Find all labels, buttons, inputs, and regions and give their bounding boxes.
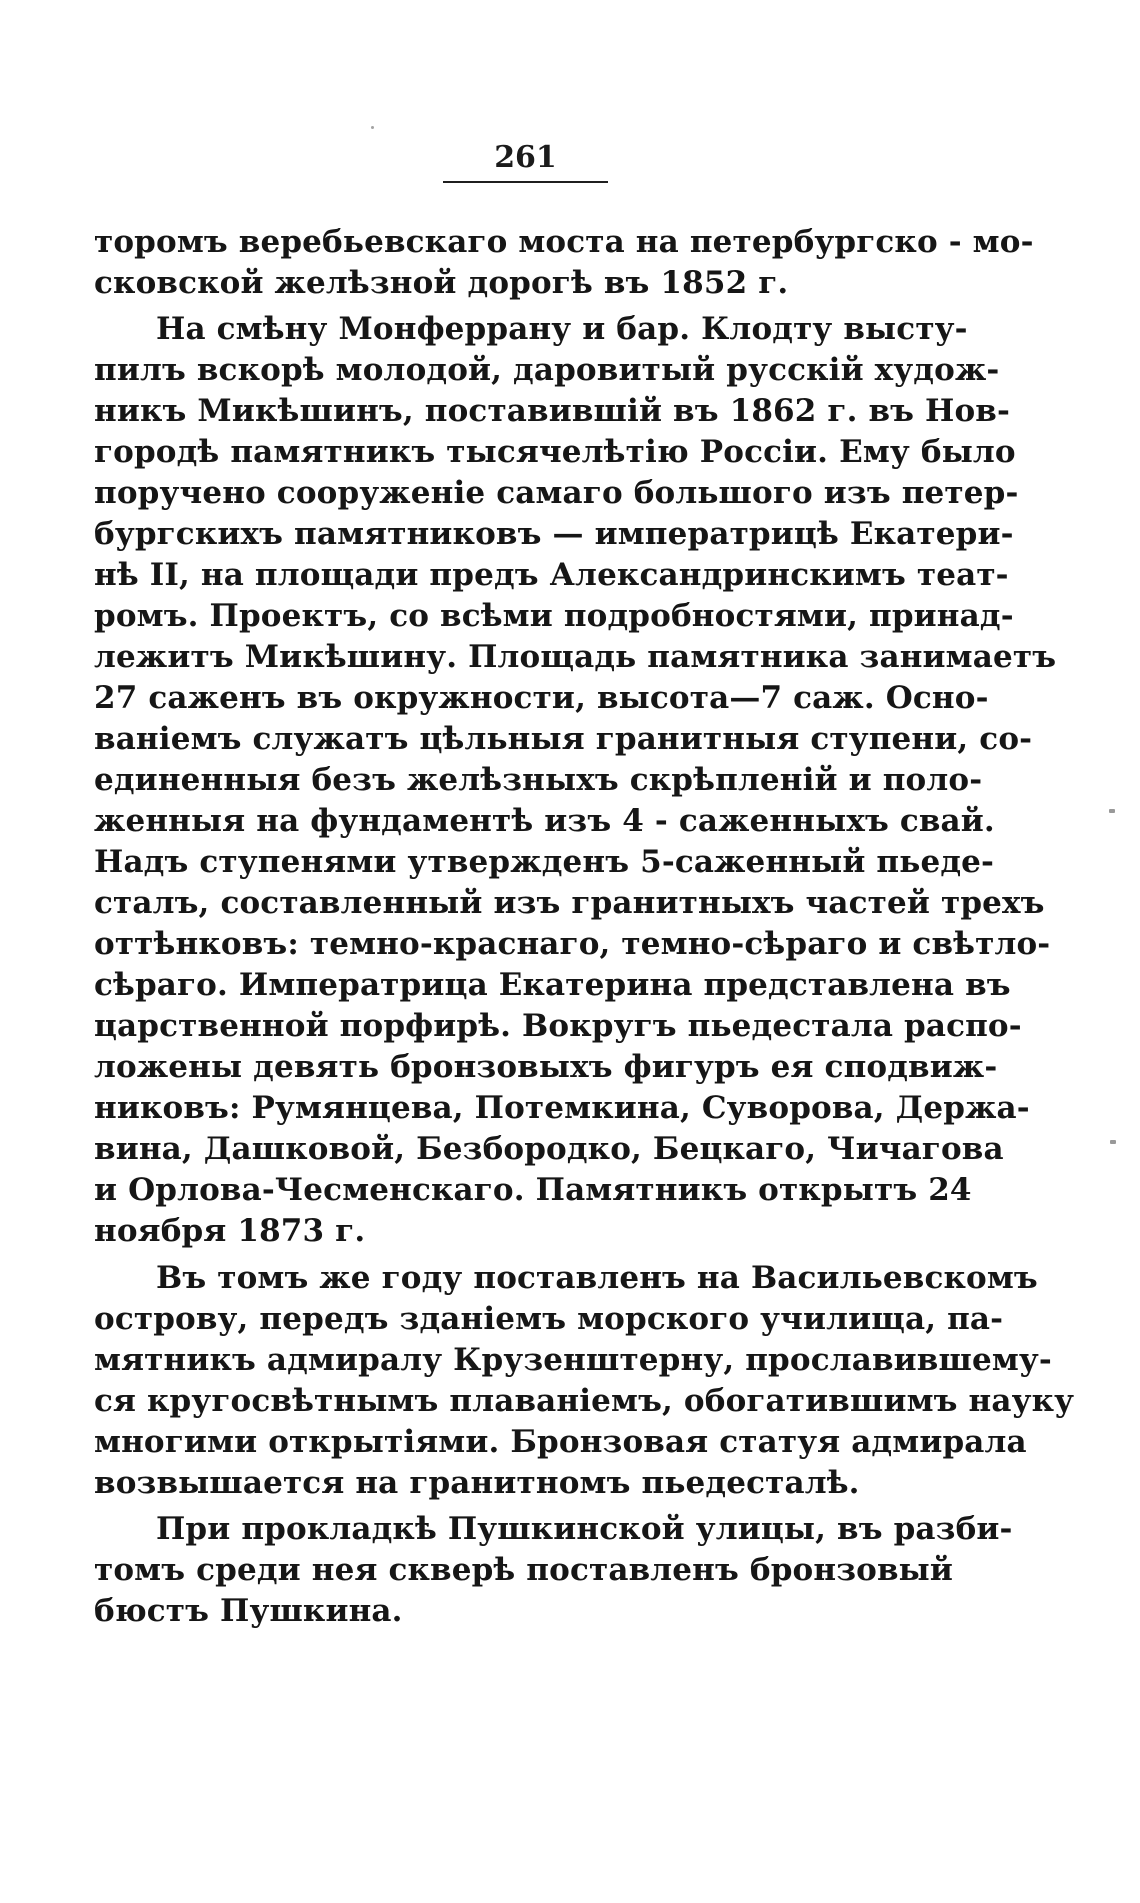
text-line: никъ Микѣшинъ, поставившій въ 1862 г. въ Нов- (94, 393, 1010, 429)
scan-speck (1109, 809, 1115, 813)
text-line: 27 саженъ въ окружности, высота—7 саж. Осно- (94, 680, 989, 716)
text-line: оттѣнковъ: темно-краснаго, темно-сѣраго и свѣтло- (94, 926, 1051, 962)
text-line: ваніемъ служатъ цѣльныя гранитныя ступени, со- (94, 721, 1033, 757)
page-number-rule (443, 181, 608, 183)
text-line: лежитъ Микѣшину. Площадь памятника занимаетъ (94, 639, 1057, 675)
text-line: многими открытіями. Бронзовая статуя адмирала (94, 1424, 1027, 1460)
text-line: пилъ вскорѣ молодой, даровитый русскій худож- (94, 352, 1000, 388)
text-line: поручено сооруженіе самаго большого изъ петер- (94, 475, 1019, 511)
text-line: женныя на фундаментѣ изъ 4 - саженныхъ свай. (94, 803, 995, 839)
text-line: острову, передъ зданіемъ морского училища, па- (94, 1301, 1004, 1337)
text-line: ся кругосвѣтнымъ плаваніемъ, обогатившимъ науку (94, 1383, 1075, 1419)
text-line: единенныя безъ желѣзныхъ скрѣпленій и поло- (94, 762, 983, 798)
page-number: 261 (494, 140, 557, 175)
text-line: сѣраго. Императрица Екатерина представлена въ (94, 967, 1011, 1003)
text-line: На смѣну Монферрану и бар. Клодту высту- (156, 311, 968, 347)
scan-speck (371, 126, 374, 129)
text-line: бюстъ Пушкина. (94, 1593, 403, 1629)
scan-speck (1110, 1140, 1116, 1144)
text-line: возвышается на гранитномъ пьедесталѣ. (94, 1465, 860, 1501)
text-line: городѣ памятникъ тысячелѣтію Россіи. Ему было (94, 434, 1016, 470)
text-line: сталъ, составленный изъ гранитныхъ частей трехъ (94, 885, 1045, 921)
text-line: бургскихъ памятниковъ — императрицѣ Екатери- (94, 516, 1014, 552)
text-line: никовъ: Румянцева, Потемкина, Суворова, Держа- (94, 1090, 1030, 1126)
text-line: Въ томъ же году поставленъ на Васильевскомъ (156, 1260, 1038, 1296)
text-line: томъ среди нея скверѣ поставленъ бронзовый (94, 1552, 954, 1588)
text-line: ромъ. Проектъ, со всѣми подробностями, принад- (94, 598, 1014, 634)
text-line: царственной порфирѣ. Вокругъ пьедестала распо- (94, 1008, 1022, 1044)
text-line: и Орлова-Чесменскаго. Памятникъ открытъ 24 (94, 1172, 972, 1208)
text-line: При прокладкѣ Пушкинской улицы, въ разби- (156, 1511, 1013, 1547)
text-line: ноября 1873 г. (94, 1213, 366, 1249)
text-line: вина, Дашковой, Безбородко, Бецкаго, Чичагова (94, 1131, 1004, 1167)
text-line: торомъ веребьевскаго моста на петербургско - мо- (94, 224, 1034, 260)
text-line: мятникъ адмиралу Крузенштерну, прославившему- (94, 1342, 1052, 1378)
text-line: ложены девять бронзовыхъ фигуръ ея сподвиж- (94, 1049, 998, 1085)
text-line: нѣ II, на площади предъ Александринскимъ теат- (94, 557, 1009, 593)
text-line: сковской желѣзной дорогѣ въ 1852 г. (94, 265, 789, 301)
text-line: Надъ ступенями утвержденъ 5-саженный пьеде- (94, 844, 995, 880)
